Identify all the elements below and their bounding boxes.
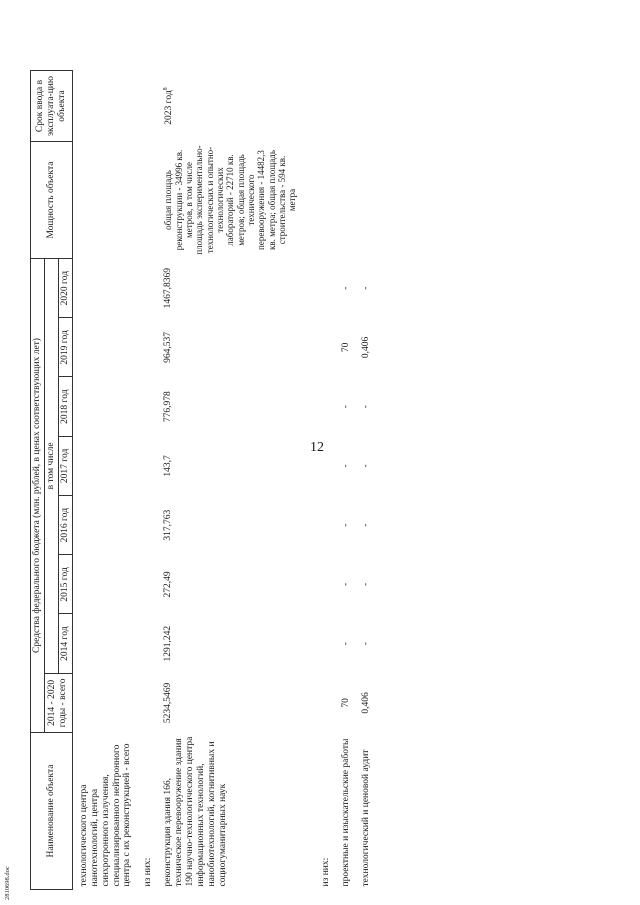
total-value: 70 — [340, 698, 351, 708]
object-name: технологического центра нанотехнологий, центра синхротронного излучения, специализированного нейтронного центра с их реконструкцией - всего — [78, 743, 133, 887]
header-total: 2014 - 2020 годы - всего — [44, 673, 72, 732]
capacity-value: общая площадь реконструкции - 34996 кв. метров, в том числе площадь экспериментально-технологических и опытно-технологических лабораторий - 22710 кв. метров; общая площадь технического перевооружения - 14482,3 кв. метра; общая площадь строительства - 594 кв. метра — [163, 145, 298, 255]
total-value: 5234,5469 — [163, 682, 174, 724]
year-2019-value — [139, 318, 155, 377]
year-2015-value: - — [360, 582, 371, 586]
year-2014-value: - — [360, 642, 371, 646]
total-value: 0,406 — [360, 692, 371, 714]
year-2017-value — [299, 436, 333, 495]
date-text: 2023 год — [164, 90, 175, 125]
object-name: технологический и ценовой аудит — [360, 749, 371, 887]
year-2018-value: - — [360, 405, 371, 409]
year-2015-value — [72, 555, 139, 614]
footer-text: 2810698.doc — [4, 866, 11, 900]
year-2016-value — [139, 496, 155, 555]
year-2018-value — [72, 377, 139, 436]
table-row — [333, 71, 353, 890]
header-year-2015: 2015 год — [58, 555, 72, 614]
total-value — [139, 673, 155, 732]
year-2020-value — [139, 259, 155, 318]
date-value — [353, 71, 373, 142]
header-object-name: Наименование объекта — [31, 733, 73, 890]
header-year-2018: 2018 год — [58, 377, 72, 436]
date-value — [299, 71, 333, 142]
year-2017-value — [72, 436, 139, 495]
year-2015-value — [139, 555, 155, 614]
total-value — [299, 673, 333, 732]
footer-filename — [2, 866, 26, 900]
year-2020-value — [299, 259, 333, 318]
year-2020-value: - — [360, 286, 371, 290]
year-2014-value — [299, 614, 333, 673]
rotated-table-container — [30, 70, 610, 890]
header-year-2014: 2014 год — [58, 614, 72, 673]
year-2014-value: 1291,242 — [163, 625, 174, 662]
capacity-value — [353, 142, 373, 259]
year-2019-value: 0,406 — [360, 336, 371, 359]
header-year-2019: 2019 год — [58, 318, 72, 377]
table-row — [155, 71, 298, 890]
header-capacity: Мощность объекта — [31, 142, 73, 259]
year-2015-value: - — [340, 582, 351, 586]
total-value — [72, 673, 139, 732]
year-2018-value: - — [340, 405, 351, 409]
table-row — [72, 71, 139, 890]
object-name: реконструкция здания 166, техническое перевооружение здания 190 научно-технологического центра информационных технологий, нанобиотехнологий, когнитивных и социогуманитарных наук — [163, 736, 228, 887]
date-value — [72, 71, 139, 142]
table-row — [353, 71, 373, 890]
capacity-value — [299, 142, 333, 259]
year-2019-value: 70 — [340, 342, 351, 353]
header-year-2017: 2017 год — [58, 436, 72, 495]
budget-table — [30, 70, 373, 890]
table-row — [139, 71, 155, 890]
year-2016-value: - — [340, 523, 351, 527]
year-2015-value: 272,49 — [163, 571, 174, 598]
year-2018-value — [299, 377, 333, 436]
year-2014-value — [72, 614, 139, 673]
table-row — [299, 71, 333, 890]
header-year-2020: 2020 год — [58, 259, 72, 318]
year-2017-value: - — [360, 464, 371, 468]
object-name: из них: — [143, 857, 154, 887]
year-2016-value — [299, 496, 333, 555]
year-2014-value: - — [340, 642, 351, 646]
header-year-2016: 2016 год — [58, 496, 72, 555]
year-2020-value: 1467,8369 — [163, 267, 174, 309]
year-2019-value — [72, 318, 139, 377]
date-value — [155, 71, 298, 142]
year-2014-value — [139, 614, 155, 673]
year-2017-value: - — [340, 464, 351, 468]
year-2019-value — [299, 318, 333, 377]
object-name: из них: — [320, 857, 331, 887]
capacity-value — [72, 142, 139, 259]
year-2016-value: - — [360, 523, 371, 527]
year-2015-value — [299, 555, 333, 614]
year-2019-value: 964,537 — [163, 331, 174, 363]
year-2018-value — [139, 377, 155, 436]
date-value — [139, 71, 155, 142]
year-2020-value — [72, 259, 139, 318]
year-2017-value — [139, 436, 155, 495]
date-value — [333, 71, 353, 142]
footnote-mark: 8 — [163, 87, 170, 91]
header-commission-date: Срок ввода в эксплуата-цию объекта — [31, 71, 73, 142]
year-2020-value: - — [340, 286, 351, 290]
capacity-value — [333, 142, 353, 259]
header-including: в том числе — [44, 259, 58, 674]
year-2016-value: 317,763 — [163, 509, 174, 541]
capacity-value — [139, 142, 155, 259]
page-number: 12 — [310, 440, 324, 455]
header-federal-funds: Средства федерального бюджета (млн. рублей, в ценах соответствующих лет) — [31, 259, 45, 733]
year-2016-value — [72, 496, 139, 555]
object-name: проектные и изыскательские работы — [340, 738, 351, 887]
year-2018-value: 776,978 — [163, 391, 174, 423]
year-2017-value: 143,7 — [163, 455, 174, 477]
